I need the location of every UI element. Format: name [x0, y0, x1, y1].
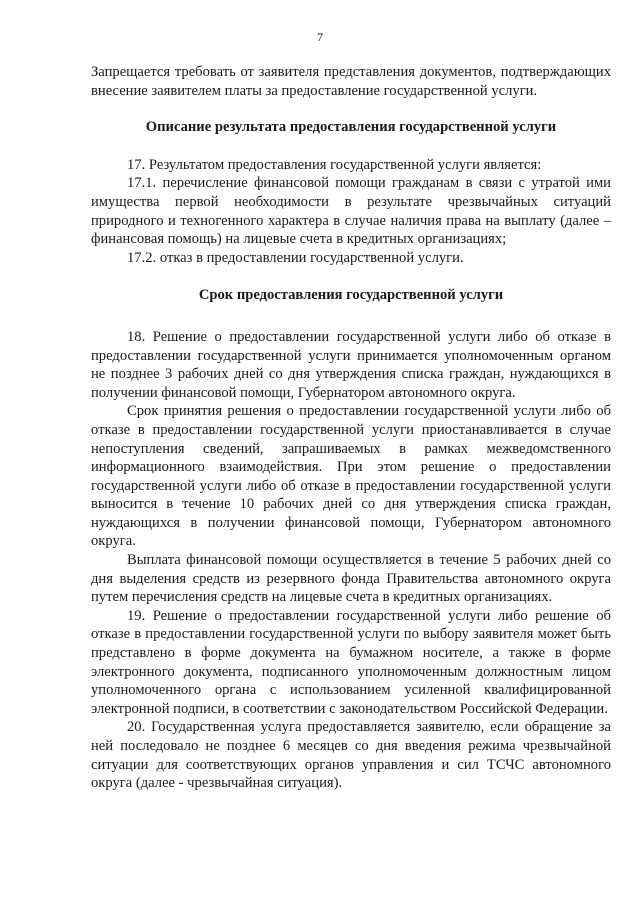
paragraph-17-1: 17.1. перечисление финансовой помощи гражданам в связи с утратой ими имущества первой необходимости в результате чрезвычайных ситуаций природного и техногенного характера в случае наличия права на выплату (далее – финансовая помощь) на лицевые счета в кредитных организациях;: [91, 175, 611, 248]
intro-paragraph: Запрещается требовать от заявителя представления документов, подтверждающих внесение заявителем платы за предоставление государственной услуги.: [91, 64, 611, 99]
paragraph-18-suspension: Срок принятия решения о предоставлении государственной услуги либо об отказе в предоставлении государственной услуги приостанавливается в случае непоступления сведений, запрашиваемых в рамках межведомственного информационного взаимодействия. При этом решение о предоставлении государственной услуги либо об отказе в предоставлении государственной услуги выносится в течение 10 рабочих дней со дня утверждения списка граждан, нуждающихся в получении финансовой помощи, Губернатором автономного округа.: [91, 403, 611, 550]
paragraph-18: 18. Решение о предоставлении государственной услуги либо об отказе в предоставлении государственной услуги принимается уполномоченным органом не позднее 3 рабочих дней со дня утверждения списка граждан, нуждающихся в получении финансовой помощи, Губернатором автономного округа.: [91, 328, 611, 401]
document-body: [91, 63, 611, 793]
paragraph-19: 19. Решение о предоставлении государственной услуги либо решение об отказе в предоставлении государственной услуги по выбору заявителя может быть представлено в форме документа на бумажном носителе, а также в форме электронного документа, подписанного уполномоченным должностным лицом уполномоченного органа с использованием усиленной квалифицированной электронной подписи, в соответствии с законодательством Российской Федерации.: [91, 607, 611, 717]
paragraph-17-2: 17.2. отказ в предоставлении государственной услуги.: [127, 249, 464, 266]
paragraph-17: 17. Результатом предоставления государственной услуги является:: [127, 156, 542, 173]
page-number: 7: [317, 30, 323, 44]
section-heading-term: Срок предоставления государственной услуги: [198, 287, 504, 304]
section-heading-result: Описание результата предоставления государственной услуги: [145, 119, 557, 136]
paragraph-20: 20. Государственная услуга предоставляется заявителю, если обращение за ней последовало не позднее 6 месяцев со дня введения режима чрезвычайной ситуации для соответствующих органов управления и сил ТСЧС автономного округа (далее - чрезвычайная ситуация).: [91, 719, 611, 792]
paragraph-18-payment: Выплата финансовой помощи осуществляется в течение 5 рабочих дней со дня выделения средств из резервного фонда Правительства автономного округа путем перечисления средств на лицевые счета в кредитных организациях.: [91, 552, 611, 606]
